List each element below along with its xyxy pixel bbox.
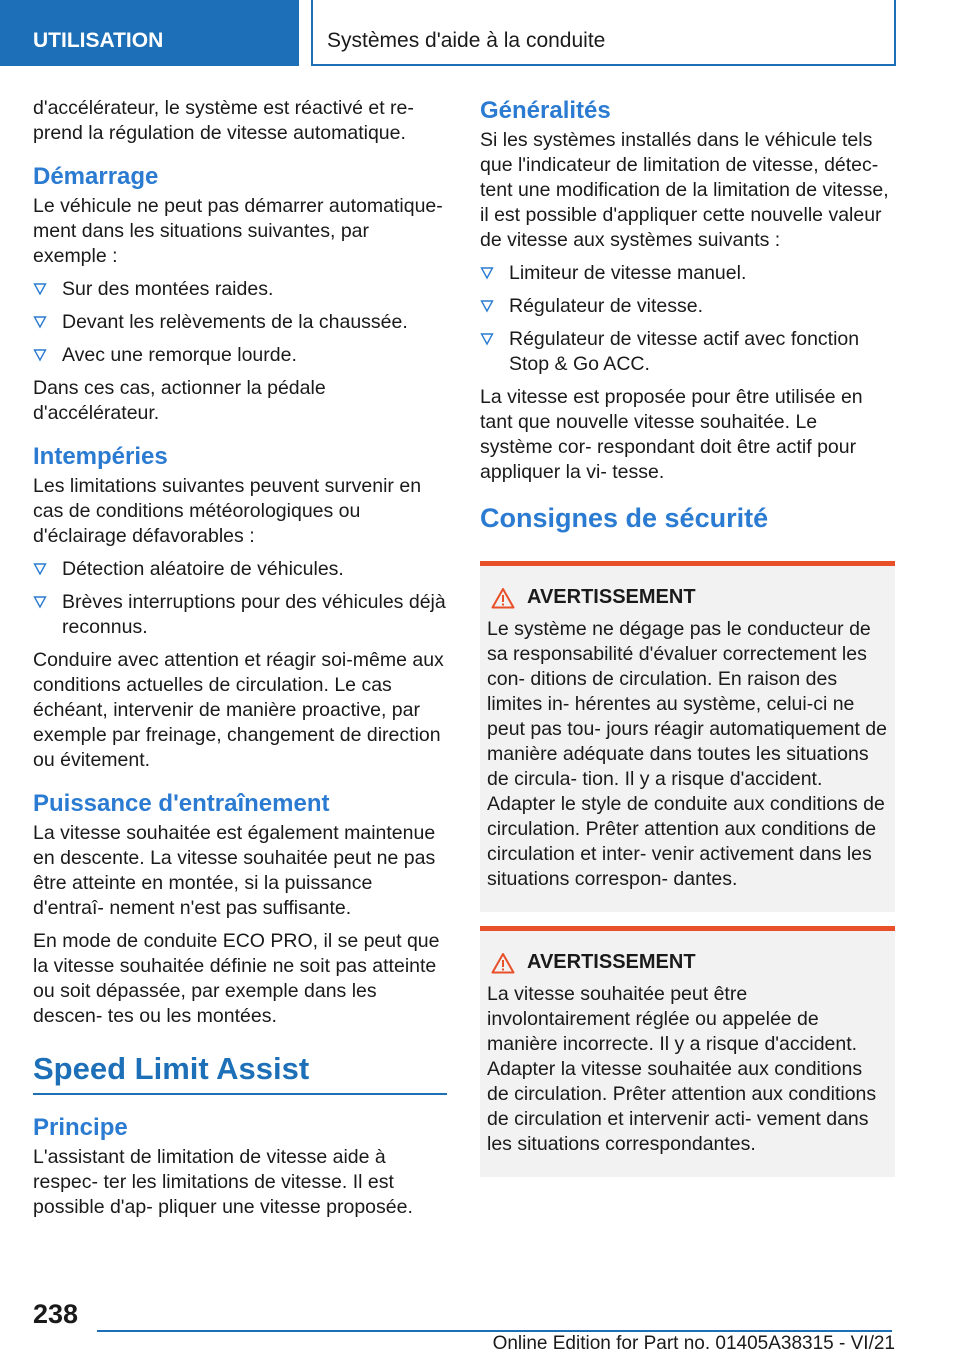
list-item: Limiteur de vitesse manuel. bbox=[480, 261, 895, 286]
warning-triangle-icon bbox=[491, 952, 515, 974]
list-item: Détection aléatoire de véhicules. bbox=[33, 557, 447, 582]
intemperies-text: Les limitations suivantes peuvent survenir en cas de conditions météorologiques ou d'éclairage défavorables : bbox=[33, 475, 422, 547]
heading-generalites: Généralités bbox=[480, 97, 611, 124]
right-column bbox=[480, 96, 895, 1191]
heading-intemperies: Intempéries bbox=[33, 443, 168, 470]
list-item: Régulateur de vitesse. bbox=[480, 294, 895, 319]
generalites-after: La vitesse est proposée pour être utilisée en tant que nouvelle vitesse souhaitée. Le système cor‐ respondant doit être actif pour appliquer la vi‐ tesse. bbox=[480, 386, 863, 483]
warning-title: AVERTISSEMENT bbox=[487, 951, 887, 974]
bullet-triangle-icon bbox=[33, 562, 47, 576]
intemperies-list bbox=[33, 557, 447, 640]
heading-puissance: Puissance d'entraînement bbox=[33, 790, 330, 817]
list-item: Avec une remorque lourde. bbox=[33, 343, 447, 368]
bullet-triangle-icon bbox=[480, 332, 494, 346]
bullet-triangle-icon bbox=[480, 266, 494, 280]
page-number: 238 bbox=[33, 1299, 79, 1329]
header-chapter-label: Systèmes d'aide à la conduite bbox=[327, 29, 606, 52]
bullet-triangle-icon bbox=[33, 348, 47, 362]
list-item: Devant les relèvements de la chaussée. bbox=[33, 310, 447, 335]
heading-speed-limit-assist: Speed Limit Assist bbox=[33, 1049, 447, 1095]
heading-consignes: Consignes de sécurité bbox=[480, 503, 769, 533]
demarrage-after: Dans ces cas, actionner la pédale d'accélérateur. bbox=[33, 377, 326, 424]
list-item: Sur des montées raides. bbox=[33, 277, 447, 302]
warning-text: La vitesse souhaitée peut être involontairement réglée ou appelée de manière incorrecte. Il y a risque d'accident. Adapter la vitesse souhaitée aux conditions de circulation. Prêter attention aux conditions de circulation et intervenir acti‐ vement dans les situations correspondantes. bbox=[487, 983, 877, 1155]
bullet-triangle-icon bbox=[33, 315, 47, 329]
footer-divider bbox=[97, 1330, 892, 1332]
intemperies-after: Conduire avec attention et réagir soi-même aux conditions actuelles de circulation. Le cas échéant, intervenir de manière proactive, par exemple par freinage, changement de direction ou évitement. bbox=[33, 649, 444, 771]
demarrage-list bbox=[33, 277, 447, 368]
warning-text: Le système ne dégage pas le conducteur de sa responsabilité d'évaluer correctement les con‐ ditions de circulation. En raison des limites in‐ hérentes au système, celui-ci ne peut pas tou‐ jours réagir automatiquement de manière adéquate dans toutes les situations de circula‐ tion. Il y a risque d'accident. Adapter le style de conduite aux conditions de circulation. Prêter attention aux conditions de circulation et inter‐ venir activement dans les situations correspon‐ dantes. bbox=[487, 618, 887, 890]
header-section-label: UTILISATION bbox=[33, 29, 164, 52]
warning-triangle-icon bbox=[491, 587, 515, 609]
list-item: Brèves interruptions pour des véhicules déjà reconnus. bbox=[33, 590, 447, 640]
generalites-list bbox=[480, 261, 895, 377]
heading-demarrage: Démarrage bbox=[33, 163, 159, 190]
footer-edition: Online Edition for Part no. 01405A38315 - VI/21 bbox=[492, 1333, 895, 1354]
principe-text: L'assistant de limitation de vitesse aide à respec‐ ter les limitations de vitesse. Il est possible d'ap‐ pliquer une vitesse proposée. bbox=[33, 1146, 413, 1218]
puissance-text-1: La vitesse souhaitée est également maintenue en descente. La vitesse souhaitée peut ne pas être atteinte en montée, si la puissance d'entraî‐ nement n'est pas suffisante. bbox=[33, 822, 436, 919]
generalites-text: Si les systèmes installés dans le véhicule tels que l'indicateur de limitation de vitesse, détec‐ tent une modification de la limitation de vitesse, il est possible d'appliquer cette nouvelle valeur de vitesse aux systèmes suivants : bbox=[480, 129, 889, 251]
warning-box bbox=[480, 926, 895, 1177]
list-item: Régulateur de vitesse actif avec fonction Stop & Go ACC. bbox=[480, 327, 895, 377]
header-section-tab bbox=[0, 0, 299, 66]
heading-principe: Principe bbox=[33, 1114, 128, 1141]
bullet-triangle-icon bbox=[480, 299, 494, 313]
bullet-triangle-icon bbox=[33, 282, 47, 296]
bullet-triangle-icon bbox=[33, 595, 47, 609]
warning-title: AVERTISSEMENT bbox=[487, 586, 887, 609]
puissance-text-2: En mode de conduite ECO PRO, il se peut que la vitesse souhaitée définie ne soit pas atteinte ou soit dépassée, par exemple dans les descen‐ tes ou les montées. bbox=[33, 930, 440, 1027]
intro-paragraph: d'accélérateur, le système est réactivé et re‐ prend la régulation de vitesse automatique. bbox=[33, 97, 414, 144]
header-chapter-box bbox=[311, 0, 896, 66]
left-column bbox=[33, 96, 447, 1228]
demarrage-text: Le véhicule ne peut pas démarrer automatique‐ ment dans les situations suivantes, par exemple : bbox=[33, 195, 443, 267]
warning-box bbox=[480, 561, 895, 912]
